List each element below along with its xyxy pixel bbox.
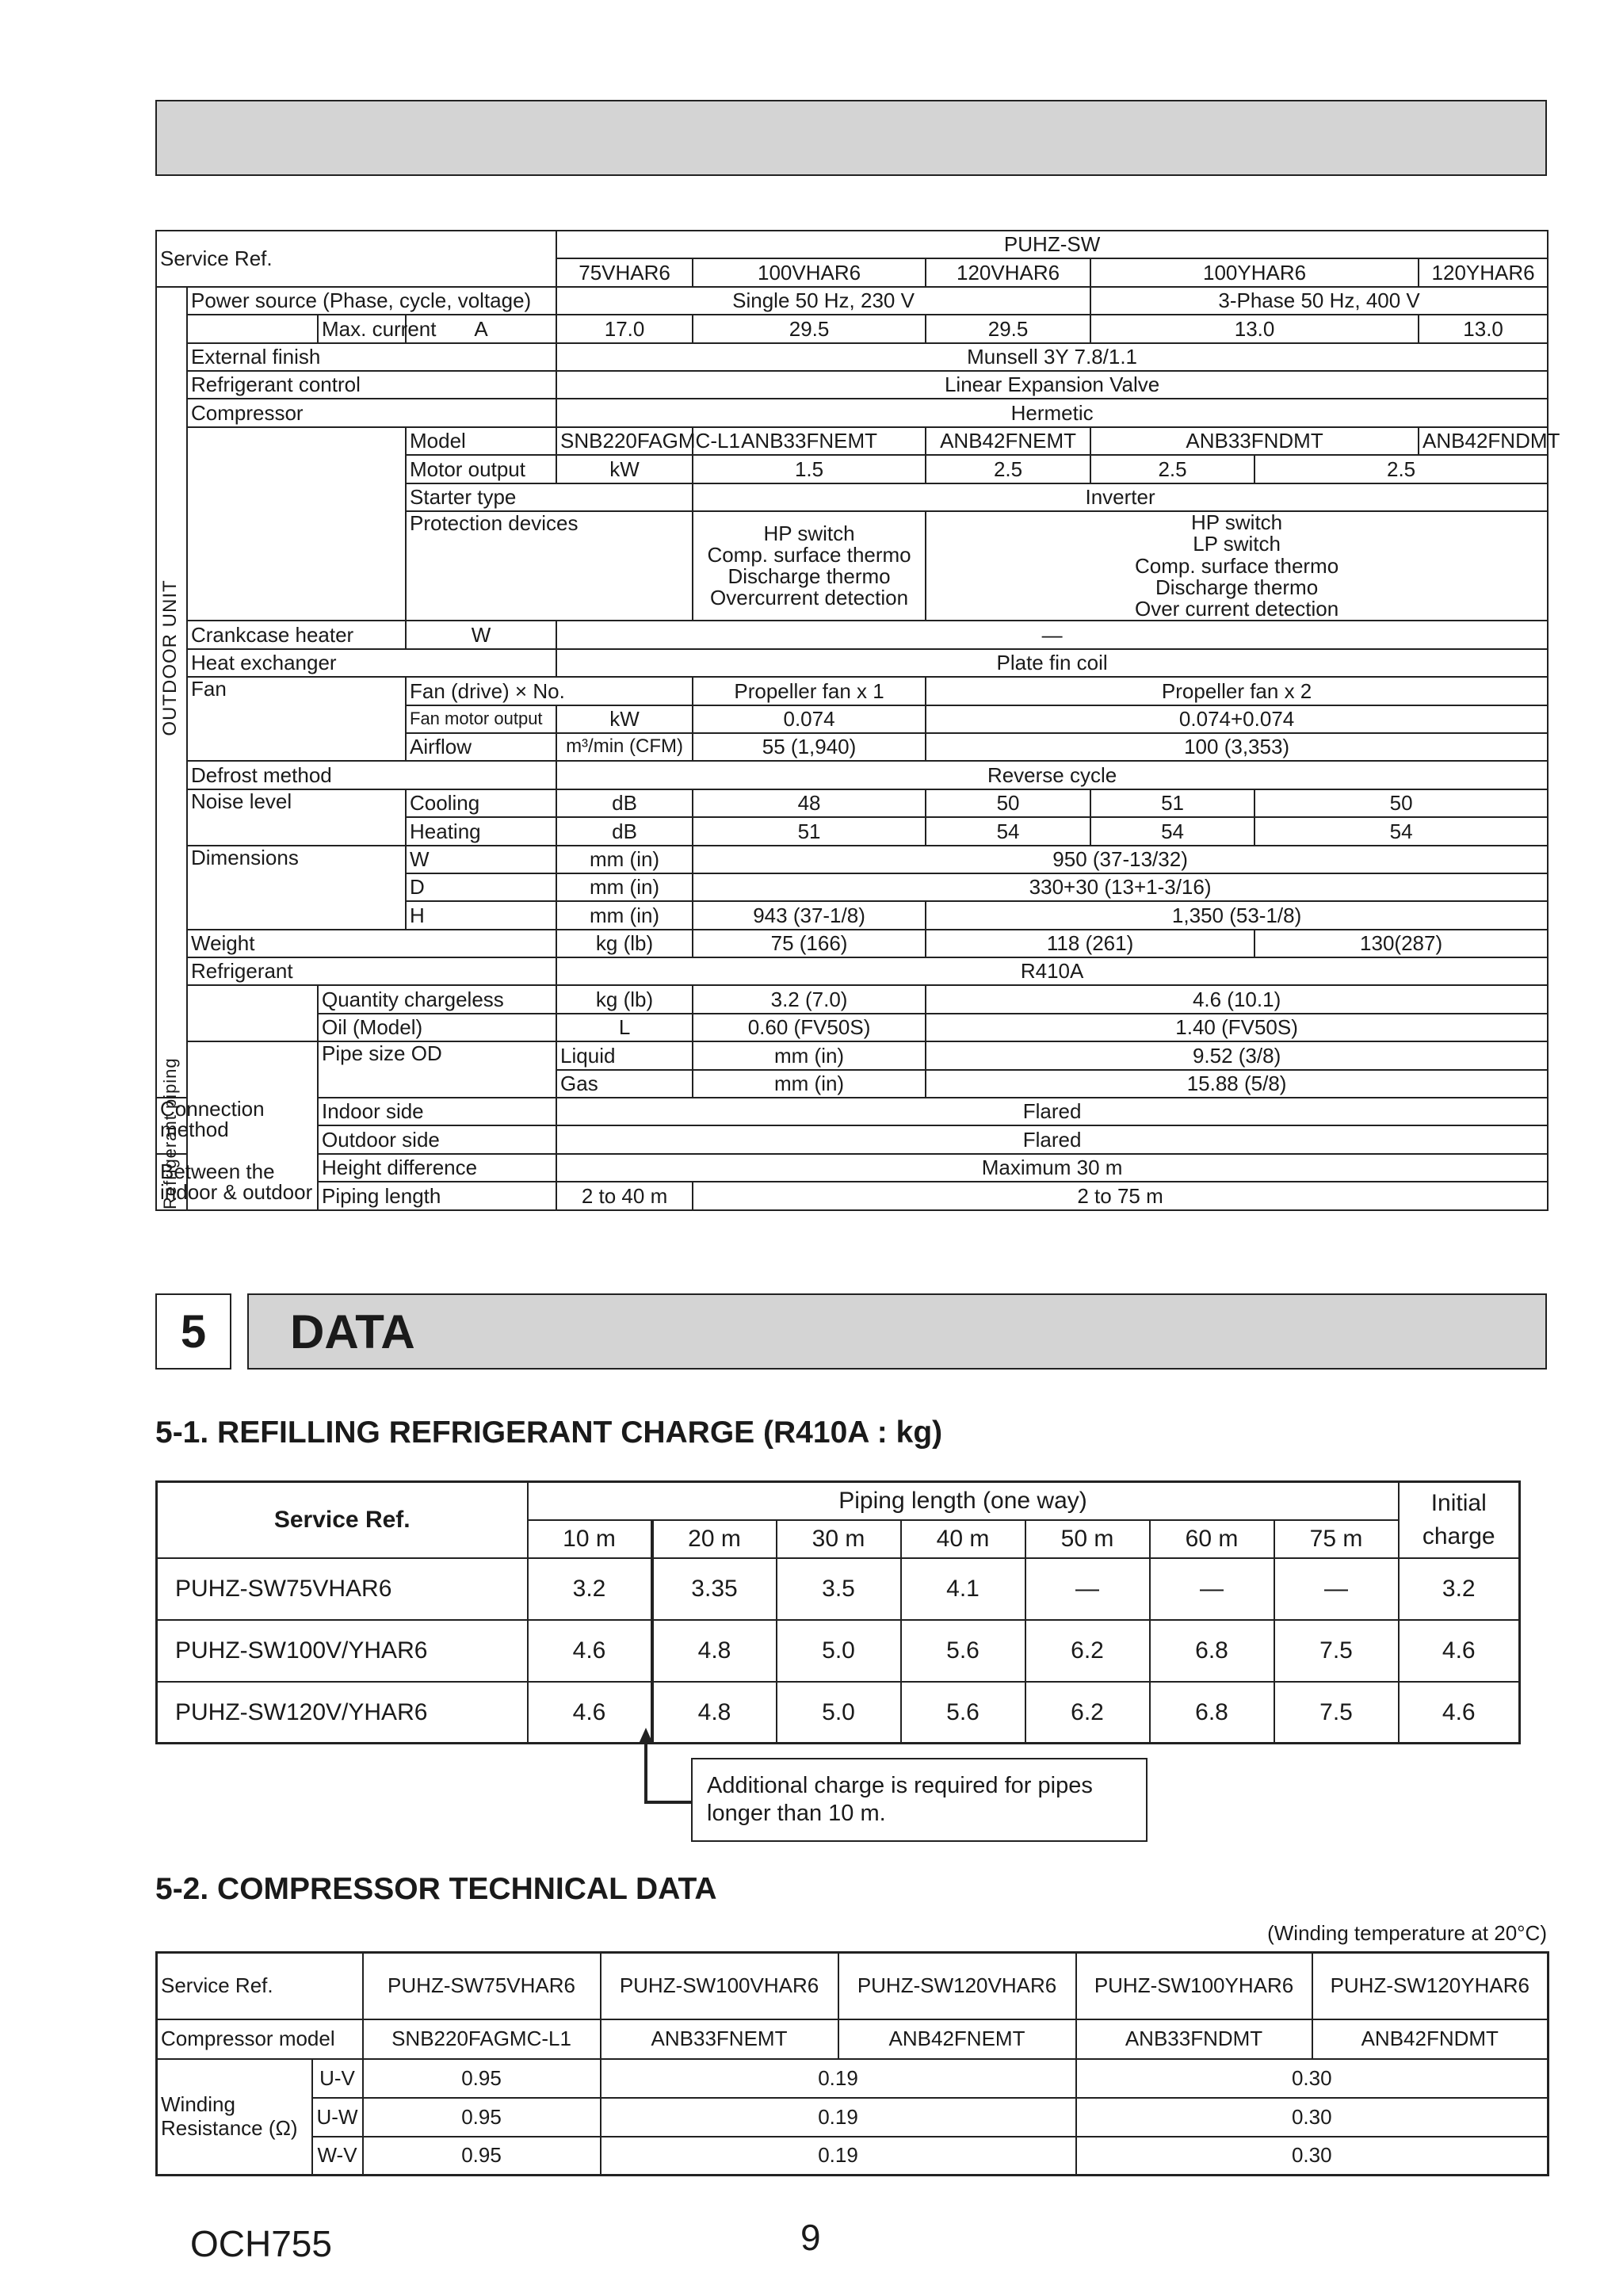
value-cell: 5.6 [901, 1620, 1025, 1682]
refrigerant-label: Refrigerant [187, 957, 556, 985]
value-cell: ANB33FNDMT [1076, 2019, 1312, 2059]
section-title: DATA [247, 1293, 1547, 1370]
table-row [157, 1620, 1520, 1682]
value-cell: SNB220FAGMC-L1 [363, 2019, 601, 2059]
protection-item: Overcurrent detection [710, 586, 909, 610]
value-cell: 6.2 [1025, 1682, 1150, 1744]
value-cell: 0.60 (FV50S) [693, 1014, 926, 1041]
noise-level-label: Noise level [187, 789, 406, 846]
value-cell: 5.0 [777, 1620, 901, 1682]
length-header: 50 m [1025, 1520, 1150, 1558]
model-header: 75VHAR6 [556, 258, 693, 286]
value-cell: 330+30 (13+1-3/16) [693, 873, 1548, 901]
refrigerant-piping-label: Refrigerant piping [160, 1057, 180, 1209]
value-cell: 3.2 (7.0) [693, 985, 926, 1013]
unit-label: dB [556, 817, 693, 845]
protection-devices-label: Protection devices [406, 511, 693, 621]
outdoor-side-label: Outdoor side [318, 1125, 556, 1153]
value-cell: 29.5 [693, 315, 926, 342]
fan-drive-label: Fan (drive) × No. [406, 677, 693, 705]
label-line: Between the [160, 1159, 275, 1184]
phase-label: U-W [312, 2098, 363, 2137]
protection-item: Comp. surface thermo [707, 542, 911, 567]
unit-label: kW [556, 705, 693, 733]
value-cell: 48 [693, 789, 926, 817]
value-cell: Propeller fan x 1 [693, 677, 926, 705]
service-ref-label: Service Ref. [156, 231, 556, 287]
unit-label: mm (in) [556, 901, 693, 929]
model-header: PUHZ-SW75VHAR6 [363, 1953, 601, 2019]
label-line: indoor & outdoor [160, 1180, 313, 1205]
dim-w-label: W [406, 846, 556, 873]
model-header: 100YHAR6 [1090, 258, 1419, 286]
dim-d-label: D [406, 873, 556, 901]
page-number: 9 [800, 2217, 821, 2258]
value-cell: 6.8 [1150, 1682, 1274, 1744]
value-cell: 17.0 [556, 315, 693, 342]
protection-left-value [693, 511, 926, 621]
model-header: PUHZ-SW100VHAR6 [601, 1953, 838, 2019]
crankcase-value: — [556, 621, 1548, 648]
winding-resistance-label [157, 2059, 312, 2176]
pipe-size-label: Pipe size OD [318, 1041, 556, 1098]
protection-item: Comp. surface thermo [1134, 553, 1339, 578]
heat-exchanger-value: Plate fin coil [556, 649, 1548, 677]
value-cell: 0.30 [1076, 2137, 1549, 2176]
external-finish-value: Munsell 3Y 7.8/1.1 [556, 343, 1548, 371]
value-cell: 3.5 [777, 1558, 901, 1620]
weight-label: Weight [187, 930, 556, 957]
value-cell: 0.30 [1076, 2059, 1549, 2098]
value-cell: 0.074 [693, 705, 926, 733]
value-cell: ANB42FNEMT [926, 427, 1090, 455]
quantity-chargeless-label: Quantity chargeless [318, 985, 556, 1013]
service-ref-header: Service Ref. [157, 1482, 528, 1558]
refrigerant-control-label: Refrigerant control [187, 371, 556, 399]
dimensions-label: Dimensions [187, 846, 406, 930]
defrost-method-label: Defrost method [187, 761, 556, 789]
phase-label: U-V [312, 2059, 363, 2098]
value-cell: 4.8 [652, 1682, 777, 1744]
model-label: Model [406, 427, 556, 455]
unit-label: L [556, 1014, 693, 1041]
power-source-label: Power source (Phase, cycle, voltage) [187, 287, 556, 315]
value-cell: 29.5 [926, 315, 1090, 342]
value-cell: 54 [1254, 817, 1548, 845]
height-difference-label: Height difference [318, 1154, 556, 1182]
value-cell: 6.2 [1025, 1620, 1150, 1682]
value-cell: Propeller fan x 2 [926, 677, 1548, 705]
compressor-label: Compressor [187, 399, 556, 426]
value-cell: ANB33FNDMT [1090, 427, 1419, 455]
unit-label: m³/min (CFM) [556, 733, 693, 761]
piping-length-label: Piping length [318, 1182, 556, 1209]
value-cell: 4.6 [1399, 1620, 1520, 1682]
value-cell: Maximum 30 m [556, 1154, 1548, 1182]
dim-h-label: H [406, 901, 556, 929]
unit-label: A [406, 315, 556, 342]
value-cell: 54 [1090, 817, 1254, 845]
row-label: PUHZ-SW120V/YHAR6 [157, 1682, 528, 1744]
indent-cell [187, 985, 318, 1041]
puhz-header: PUHZ-SW [556, 231, 1548, 258]
model-header: 120VHAR6 [926, 258, 1090, 286]
indent-cell [187, 315, 318, 342]
value-cell: 3.2 [528, 1558, 652, 1620]
value-cell: 7.5 [1274, 1620, 1399, 1682]
unit-label: dB [556, 789, 693, 817]
row-label: PUHZ-SW100V/YHAR6 [157, 1620, 528, 1682]
heating-label: Heating [406, 817, 556, 845]
airflow-label: Airflow [406, 733, 556, 761]
power-single-value: Single 50 Hz, 230 V [556, 287, 1090, 315]
unit-label: mm (in) [556, 846, 693, 873]
value-cell: 1.40 (FV50S) [926, 1014, 1548, 1041]
liquid-label: Liquid [556, 1041, 693, 1069]
piping-length-header: Piping length (one way) [528, 1482, 1399, 1520]
value-cell: 943 (37-1/8) [693, 901, 926, 929]
value-cell: 4.6 [1399, 1682, 1520, 1744]
refrigerant-control-value: Linear Expansion Valve [556, 371, 1548, 399]
value-cell: 1.5 [693, 455, 926, 483]
model-header: 120YHAR6 [1419, 258, 1548, 286]
value-cell: 4.6 (10.1) [926, 985, 1548, 1013]
value-cell: 5.6 [901, 1682, 1025, 1744]
value-cell: 54 [926, 817, 1090, 845]
value-cell: 0.074+0.074 [926, 705, 1548, 733]
value-cell: 51 [1090, 789, 1254, 817]
gas-label: Gas [556, 1070, 693, 1098]
value-cell: 5.0 [777, 1682, 901, 1744]
refill-heading: 5-1. REFILLING REFRIGERANT CHARGE (R410A : kg) [155, 1415, 943, 1450]
value-cell: 2.5 [926, 455, 1090, 483]
protection-item: Discharge thermo [1155, 575, 1319, 599]
value-cell: 3.2 [1399, 1558, 1520, 1620]
value-cell: SNB220FAGMC-L1 [556, 427, 693, 455]
value-cell: 2 to 40 m [556, 1182, 693, 1209]
protection-item: HP switch [763, 521, 855, 545]
compressor-value: Hermetic [556, 399, 1548, 426]
compressor-model-label: Compressor model [157, 2019, 363, 2059]
label-line: Winding [161, 2092, 235, 2116]
value-cell: 0.95 [363, 2098, 601, 2137]
power-three-value: 3-Phase 50 Hz, 400 V [1090, 287, 1548, 315]
value-cell: 0.19 [601, 2059, 1076, 2098]
value-cell: 13.0 [1419, 315, 1548, 342]
protection-right-value [926, 511, 1548, 621]
value-cell: Flared [556, 1125, 1548, 1153]
fan-motor-output-label: Fan motor output [406, 705, 556, 733]
length-header: 75 m [1274, 1520, 1399, 1558]
label-line: method [160, 1117, 229, 1142]
value-cell: ANB33FNEMT [601, 2019, 838, 2059]
value-cell: 9.52 (3/8) [926, 1041, 1548, 1069]
value-cell: 0.95 [363, 2059, 601, 2098]
value-cell: Flared [556, 1098, 1548, 1125]
winding-temperature-note: (Winding temperature at 20°C) [1267, 1921, 1547, 1945]
max-current-label: Max. current [318, 315, 406, 342]
value-cell: — [1274, 1558, 1399, 1620]
phase-label: W-V [312, 2137, 363, 2176]
protection-item: Discharge thermo [727, 564, 891, 589]
length-header: 60 m [1150, 1520, 1274, 1558]
value-cell: 55 (1,940) [693, 733, 926, 761]
refrigerant-value: R410A [556, 957, 1548, 985]
initial-charge-header [1399, 1482, 1520, 1558]
heat-exchanger-label: Heat exchanger [187, 649, 556, 677]
note-line: Additional charge is required for pipes [707, 1773, 1093, 1798]
value-cell: ANB33FNEMT [693, 427, 926, 455]
defrost-value: Reverse cycle [556, 761, 1548, 789]
cooling-label: Cooling [406, 789, 556, 817]
specification-table [155, 230, 1560, 1211]
fan-label: Fan [187, 677, 406, 761]
value-cell: — [1025, 1558, 1150, 1620]
value-cell: 75 (166) [693, 930, 926, 957]
outdoor-unit-label: OUTDOOR UNIT [159, 579, 181, 736]
value-cell: 2 to 75 m [693, 1182, 1548, 1209]
value-cell: 2.5 [1090, 455, 1254, 483]
header-line: charge [1422, 1522, 1495, 1549]
length-header: 10 m [528, 1520, 652, 1558]
length-header: 40 m [901, 1520, 1025, 1558]
value-cell: ANB42FNDMT [1419, 427, 1548, 455]
value-cell: 950 (37-13/32) [693, 846, 1548, 873]
value-cell: 118 (261) [926, 930, 1254, 957]
value-cell: 0.19 [601, 2098, 1076, 2137]
table-row [157, 1682, 1520, 1744]
unit-label: kg (lb) [556, 985, 693, 1013]
value-cell: 100 (3,353) [926, 733, 1548, 761]
unit-label: kg (lb) [556, 930, 693, 957]
unit-label: mm (in) [693, 1041, 926, 1069]
model-header: PUHZ-SW100YHAR6 [1076, 1953, 1312, 2019]
refill-charge-table [155, 1480, 1521, 1744]
value-cell: 7.5 [1274, 1682, 1399, 1744]
section-number: 5 [155, 1293, 231, 1370]
crankcase-heater-label: Crankcase heater [187, 621, 406, 648]
unit-label: mm (in) [556, 873, 693, 901]
value-cell: 130(287) [1254, 930, 1548, 957]
protection-item: LP switch [1193, 532, 1281, 556]
header-bar [155, 100, 1547, 176]
row-label: PUHZ-SW75VHAR6 [157, 1558, 528, 1620]
external-finish-label: External finish [187, 343, 556, 371]
starter-type-value: Inverter [693, 483, 1548, 511]
value-cell: 51 [693, 817, 926, 845]
value-cell: 50 [1254, 789, 1548, 817]
header-line: Initial [1430, 1489, 1487, 1516]
label-line: Connection [160, 1097, 265, 1121]
value-cell: 50 [926, 789, 1090, 817]
model-header: PUHZ-SW120VHAR6 [838, 1953, 1076, 2019]
unit-label: kW [556, 455, 693, 483]
value-cell: 6.8 [1150, 1620, 1274, 1682]
refrigerant-piping-label-cell [187, 1041, 318, 1209]
oil-model-label: Oil (Model) [318, 1014, 556, 1041]
length-header: 30 m [777, 1520, 901, 1558]
compressor-heading: 5-2. COMPRESSOR TECHNICAL DATA [155, 1872, 717, 1906]
length-header: 20 m [652, 1520, 777, 1558]
value-cell: 3.35 [652, 1558, 777, 1620]
service-ref-label: Service Ref. [157, 1953, 363, 2019]
value-cell: 0.95 [363, 2137, 601, 2176]
value-cell: 1,350 (53-1/8) [926, 901, 1548, 929]
additional-charge-note [691, 1758, 1148, 1842]
label-line: Resistance (Ω) [161, 2115, 298, 2140]
unit-label: W [406, 621, 556, 648]
protection-item: Over current detection [1134, 597, 1339, 621]
indent-cell [187, 427, 406, 621]
value-cell: 4.1 [901, 1558, 1025, 1620]
value-cell: 0.19 [601, 2137, 1076, 2176]
value-cell: 0.30 [1076, 2098, 1549, 2137]
document-code: OCH755 [190, 2223, 332, 2264]
value-cell: 2.5 [1254, 455, 1548, 483]
indoor-side-label: Indoor side [318, 1098, 556, 1125]
model-header: 100VHAR6 [693, 258, 926, 286]
value-cell: ANB42FNDMT [1312, 2019, 1549, 2059]
value-cell: 4.6 [528, 1620, 652, 1682]
starter-type-label: Starter type [406, 483, 693, 511]
protection-item: HP switch [1191, 510, 1283, 534]
compressor-data-table [155, 1951, 1549, 2176]
note-line: longer than 10 m. [707, 1800, 886, 1826]
value-cell: 4.6 [528, 1682, 652, 1744]
value-cell: — [1150, 1558, 1274, 1620]
model-header: PUHZ-SW120YHAR6 [1312, 1953, 1549, 2019]
unit-label: mm (in) [693, 1070, 926, 1098]
value-cell: 4.8 [652, 1620, 777, 1682]
value-cell: 13.0 [1090, 315, 1419, 342]
value-cell: 15.88 (5/8) [926, 1070, 1548, 1098]
value-cell: ANB42FNEMT [838, 2019, 1076, 2059]
table-row [157, 1558, 1520, 1620]
motor-output-label: Motor output [406, 455, 556, 483]
